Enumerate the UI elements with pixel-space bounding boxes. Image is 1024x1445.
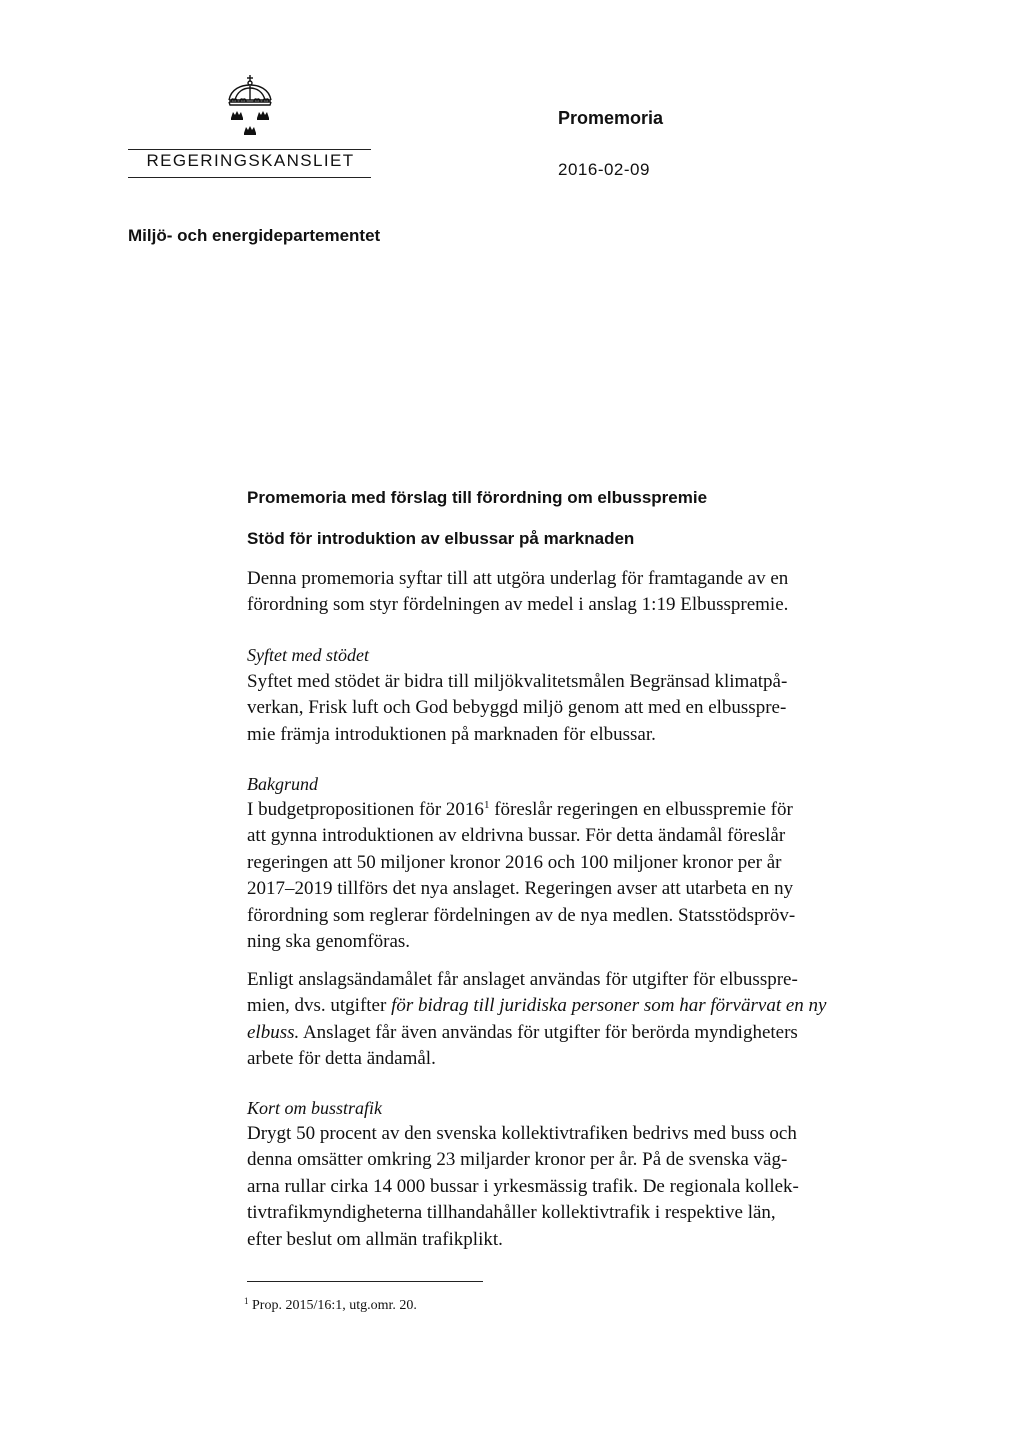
footnote-number: 1: [244, 1296, 249, 1306]
text-line: Denna promemoria syftar till att utgöra underlag för framtagande av en: [247, 568, 789, 589]
footnote-reference: 1: [483, 799, 490, 811]
text-line: mie främja introduktionen på marknaden för elbussar.: [247, 723, 656, 745]
syfte-paragraph: [247, 669, 847, 748]
text-span: I budgetpropositionen för 2016: [247, 799, 484, 820]
text-line: ning ska genomföras.: [247, 931, 411, 953]
text-line: arna rullar cirka 14 000 bussar i yrkesmässig trafik. De regionala kollek-: [247, 1175, 799, 1197]
text-line: regeringen att 50 miljoner kronor 2016 och 100 miljoner kronor per år: [247, 851, 782, 873]
italic-text: elbuss.: [247, 1021, 300, 1043]
anslag-paragraph: [247, 967, 847, 1073]
three-crowns-icon: [221, 74, 279, 144]
text-line: [247, 1020, 847, 1046]
text-line: efter beslut om allmän trafikplikt.: [247, 1228, 503, 1250]
text-line: Drygt 50 procent av den svenska kollektivtrafiken bedrivs med buss och: [247, 1123, 797, 1144]
document-type: Promemoria: [558, 108, 664, 128]
text-span: mien, dvs. utgifter: [247, 995, 392, 1017]
department-name: Miljö- och energidepartementet: [128, 226, 381, 245]
text-line: verkan, Frisk luft och God bebyggd miljö genom att med en elbusspre-: [247, 697, 787, 719]
text-line: tivtrafikmyndigheterna tillhandahåller kollektivtrafik i respektive län,: [247, 1202, 776, 1224]
text-line: [247, 797, 847, 823]
italic-text: för bidrag till juridiska personer som har förvärvat en ny: [391, 995, 827, 1017]
text-line: att gynna introduktionen av eldrivna bussar. För detta ändamål föreslår: [247, 825, 786, 847]
footnote-divider: [247, 1281, 483, 1282]
logo-wordmark: REGERINGSKANSLIET: [146, 151, 355, 170]
logo-rule-bottom: [128, 177, 371, 178]
text-line: förordning som styr fördelningen av medel i anslag 1:19 Elbusspremie.: [247, 594, 789, 616]
section-heading-syfte: Syftet med stödet: [247, 645, 369, 665]
text-span: föreslår regeringen en elbusspremie för: [489, 799, 793, 820]
section-heading-bakgrund: Bakgrund: [247, 774, 318, 794]
logo-rule-top: [128, 149, 371, 150]
text-line: Syftet med stödet är bidra till miljökvalitetsmålen Begränsad klimatpå-: [247, 671, 788, 692]
page-title: Promemoria med förslag till förordning om elbusspremie: [247, 488, 708, 507]
regeringskansliet-logo: [128, 74, 373, 182]
footnote: [244, 1298, 417, 1314]
busstrafik-paragraph: [247, 1121, 847, 1253]
text-line: arbete för detta ändamål.: [247, 1048, 436, 1070]
text-line: [247, 993, 847, 1019]
section-heading-busstrafik: Kort om busstrafik: [247, 1098, 383, 1118]
text-span: Anslaget får även användas för utgifter för berörda myndigheters: [299, 1021, 798, 1043]
text-line: 2017–2019 tillförs det nya anslaget. Regeringen avser att utarbeta en ny: [247, 878, 794, 900]
intro-paragraph: [247, 566, 847, 619]
document-date: 2016-02-09: [558, 160, 650, 179]
text-line: Enligt anslagsändamålet får anslaget användas för utgifter för elbusspre-: [247, 969, 798, 990]
footnote-text: Prop. 2015/16:1, utg.omr. 20.: [248, 1298, 417, 1313]
text-line: denna omsätter omkring 23 miljarder kronor per år. På de svenska väg-: [247, 1149, 788, 1171]
page-subtitle: Stöd för introduktion av elbussar på marknaden: [247, 529, 635, 548]
bakgrund-paragraph: [247, 797, 847, 955]
text-line: förordning som reglerar fördelningen av de nya medlen. Statsstödspröv-: [247, 904, 796, 926]
